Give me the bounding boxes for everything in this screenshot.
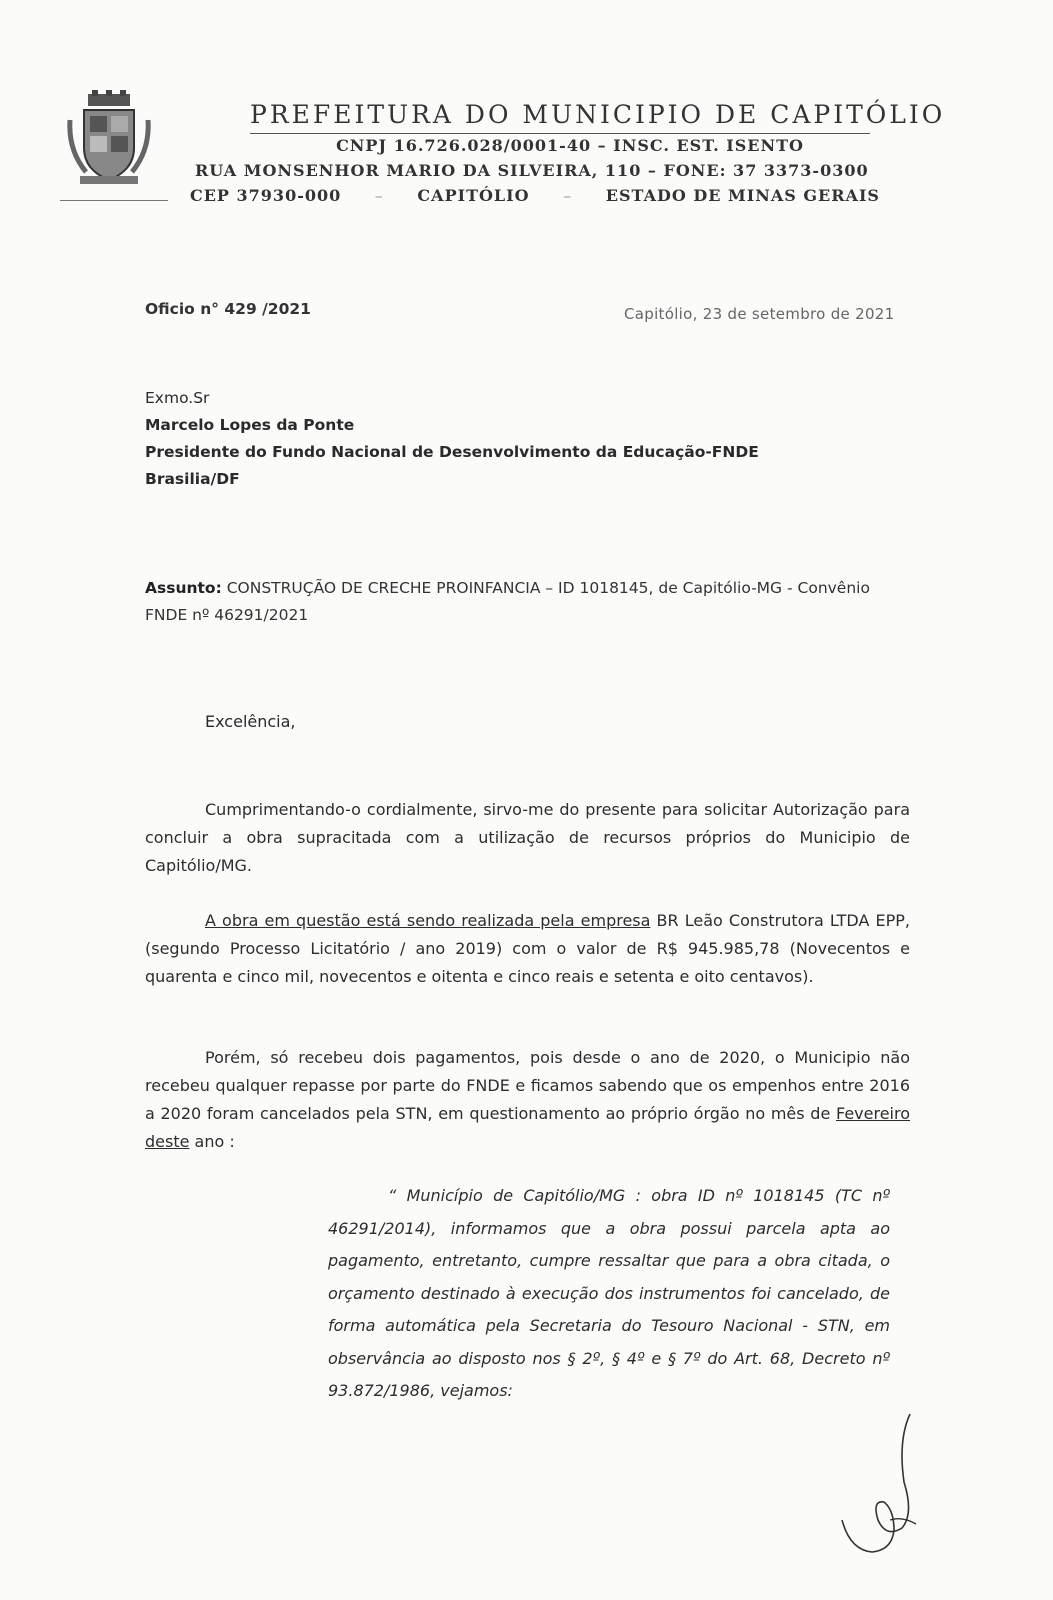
handwritten-signature bbox=[832, 1410, 922, 1560]
oficio-number: Oficio n° 429 /2021 bbox=[145, 300, 311, 318]
paragraph-text: ano : bbox=[189, 1132, 235, 1151]
letterhead bbox=[180, 100, 946, 205]
paragraph-request: Cumprimentando-o cordialmente, sirvo-me do presente para solicitar Autorização para concluir a obra supracitada com a utilização de recursos próprios do Municipio de Capitólio/MG. bbox=[145, 800, 910, 875]
subject-text: CONSTRUÇÃO DE CRECHE PROINFANCIA – ID 1018145, de Capitólio-MG - Convênio FNDE nº 46291/2021 bbox=[145, 579, 870, 624]
header-divider bbox=[60, 200, 168, 201]
subject-line bbox=[145, 575, 910, 629]
subject-label: Assunto: bbox=[145, 579, 222, 597]
letterhead-cnpj: CNPJ 16.726.028/0001-40 – INSC. EST. ISENTO bbox=[336, 136, 804, 155]
addressee-position: Presidente do Fundo Nacional de Desenvolvimento da Educação-FNDE bbox=[145, 443, 759, 461]
letterhead-location bbox=[190, 186, 880, 205]
letterhead-title: PREFEITURA DO MUNICIPIO DE CAPITÓLIO bbox=[250, 100, 870, 134]
greeting: Excelência, bbox=[205, 712, 296, 731]
paragraph-text: Porém, só recebeu dois pagamentos, pois desde o ano de 2020, o Municipio não recebeu qualquer repasse por parte do FNDE e ficamos sabendo que os empenhos entre 2016 a 2020 foram cancelados pela STN, em questionamento ao próprio órgão no mês de bbox=[145, 1048, 910, 1123]
paragraph-payments bbox=[145, 1044, 910, 1156]
letter-date: Capitólio, 23 de setembro de 2021 bbox=[624, 305, 895, 323]
letterhead-separator: – bbox=[563, 186, 573, 205]
addressee-location: Brasilia/DF bbox=[145, 470, 240, 488]
letterhead-state: ESTADO DE MINAS GERAIS bbox=[605, 186, 880, 205]
paragraph-text: BR Leão Construtora LTDA EPP, (segundo Processo Licitatório / ano 2019) com o valor de R$ 945.985,78 (Novecentos e quarenta e cinco mil, novecentos e oitenta e cinco reais e setenta e oito centavos). bbox=[145, 911, 910, 986]
paragraph-contractor bbox=[145, 907, 910, 991]
letterhead-address: RUA MONSENHOR MARIO DA SILVEIRA, 110 – FONE: 37 3373-0300 bbox=[195, 161, 869, 180]
municipal-coat-of-arms-icon bbox=[66, 90, 152, 186]
quoted-response: “ Município de Capitólio/MG : obra ID nº 1018145 (TC nº 46291/2014), informamos que a obra possui parcela apta ao pagamento, entretanto, cumpre ressaltar que para a obra citada, o orçamento destinado à execução dos instrumentos foi cancelado, de forma automática pela Secretaria do Tesouro Nacional - STN, em observância ao disposto nos § 2º, § 4º e § 7º do Art. 68, Decreto nº 93.872/1986, vejamos: bbox=[328, 1186, 890, 1400]
letterhead-city: CAPITÓLIO bbox=[417, 186, 530, 205]
underlined-text: A obra em questão está sendo realizada pela empresa bbox=[205, 911, 651, 930]
letterhead-cep: CEP 37930-000 bbox=[190, 186, 342, 205]
letterhead-separator: – bbox=[374, 186, 384, 205]
addressee-salutation: Exmo.Sr bbox=[145, 389, 210, 407]
addressee-block bbox=[145, 385, 759, 493]
addressee-name: Marcelo Lopes da Ponte bbox=[145, 416, 355, 434]
underlined-text: Fevereiro deste bbox=[145, 1104, 910, 1151]
